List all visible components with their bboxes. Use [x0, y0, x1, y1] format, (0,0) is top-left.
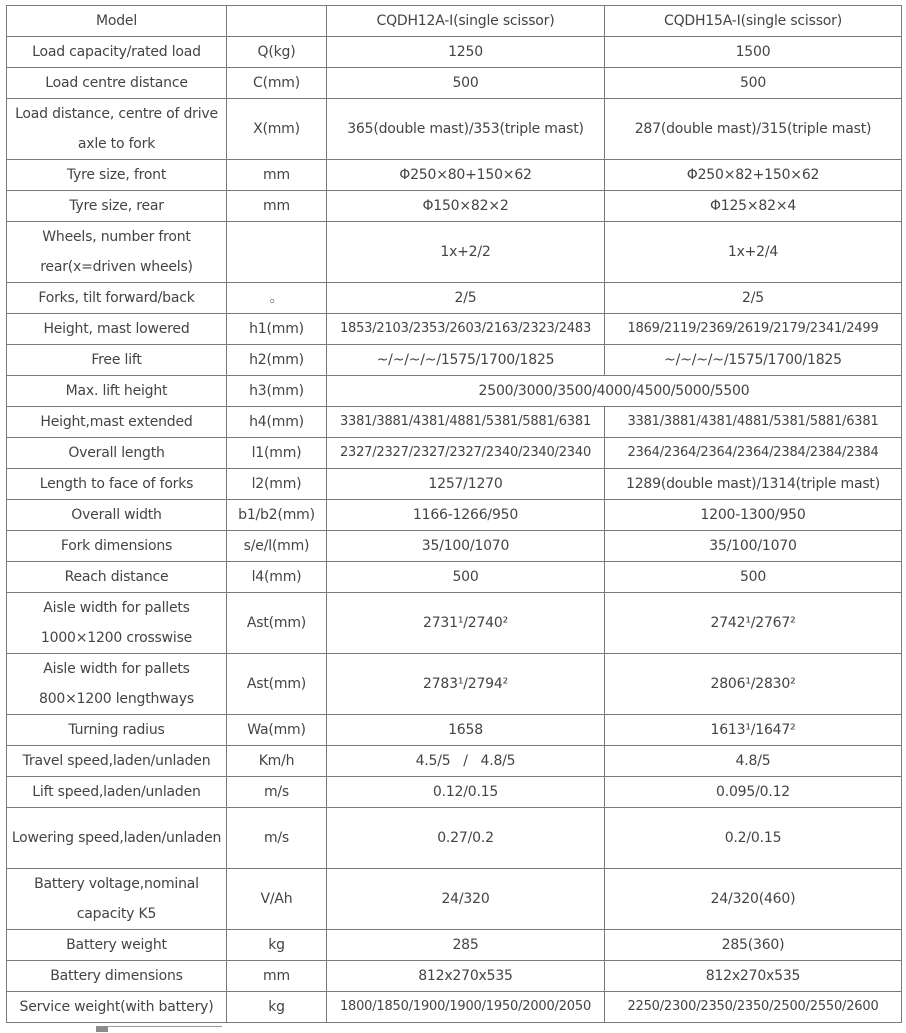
spec-label: Aisle width for pallets 1000×1200 crosswise [7, 593, 227, 654]
spec-label: Free lift [7, 345, 227, 376]
spec-label: Turning radius [7, 715, 227, 746]
spec-value-1: 1257/1270 [327, 469, 605, 500]
spec-unit: Km/h [227, 746, 327, 777]
spec-value-2: 2806¹/2830² [605, 654, 902, 715]
spec-label: Load capacity/rated load [7, 37, 227, 68]
spec-label: Length to face of forks [7, 469, 227, 500]
spec-unit: 。 [227, 283, 327, 314]
spec-value-2: 4.8/5 [605, 746, 902, 777]
spec-value-1: 35/100/1070 [327, 531, 605, 562]
spec-value-1: 4.5/5 / 4.8/5 [327, 746, 605, 777]
spec-unit: h2(mm) [227, 345, 327, 376]
spec-table [6, 5, 902, 1023]
logo-icon [96, 1026, 108, 1032]
table-row [7, 930, 902, 961]
spec-label: Height, mast lowered [7, 314, 227, 345]
spec-unit: Q(kg) [227, 37, 327, 68]
spec-label: Forks, tilt forward/back [7, 283, 227, 314]
table-row [7, 191, 902, 222]
spec-value-2: 2742¹/2767² [605, 593, 902, 654]
spec-unit: l1(mm) [227, 438, 327, 469]
table-row [7, 715, 902, 746]
spec-value-2: 2364/2364/2364/2364/2384/2384/2384 [605, 438, 902, 469]
spec-unit: kg [227, 930, 327, 961]
table-row [7, 222, 902, 283]
spec-value-2: 812x270x535 [605, 961, 902, 992]
spec-label: Battery weight [7, 930, 227, 961]
spec-value-2: Φ125×82×4 [605, 191, 902, 222]
spec-label: Overall length [7, 438, 227, 469]
table-row [7, 869, 902, 930]
spec-label: Load centre distance [7, 68, 227, 99]
spec-unit: X(mm) [227, 99, 327, 160]
table-row [7, 808, 902, 869]
spec-value-1: 1800/1850/1900/1900/1950/2000/2050 [327, 992, 605, 1023]
table-row [7, 68, 902, 99]
spec-value-1: 1853/2103/2353/2603/2163/2323/2483 [327, 314, 605, 345]
header-row [7, 6, 902, 37]
spec-unit: Wa(mm) [227, 715, 327, 746]
spec-label: Max. lift height [7, 376, 227, 407]
table-row [7, 500, 902, 531]
spec-value-2: 1869/2119/2369/2619/2179/2341/2499 [605, 314, 902, 345]
spec-unit: mm [227, 160, 327, 191]
spec-unit: mm [227, 961, 327, 992]
spec-label: Aisle width for pallets 800×1200 lengthways [7, 654, 227, 715]
spec-unit: Ast(mm) [227, 654, 327, 715]
spec-value-2: 24/320(460) [605, 869, 902, 930]
table-row [7, 746, 902, 777]
image-fragment [96, 1026, 222, 1033]
header-model-1: CQDH12A-I(single scissor) [327, 6, 605, 37]
header-model-2: CQDH15A-I(single scissor) [605, 6, 902, 37]
spec-value-1: 365(double mast)/353(triple mast) [327, 99, 605, 160]
spec-unit: kg [227, 992, 327, 1023]
spec-label: Reach distance [7, 562, 227, 593]
spec-value-2: ~/~/~/~/1575/1700/1825 [605, 345, 902, 376]
spec-value-1: 2327/2327/2327/2327/2340/2340/2340 [327, 438, 605, 469]
spec-value-2: 500 [605, 68, 902, 99]
spec-value-1: 500 [327, 562, 605, 593]
spec-label: Travel speed,laden/unladen [7, 746, 227, 777]
spec-value-1: 1250 [327, 37, 605, 68]
spec-label: Battery voltage,nominal capacity K5 [7, 869, 227, 930]
spec-value-2: 2/5 [605, 283, 902, 314]
spec-label: Tyre size, rear [7, 191, 227, 222]
spec-value-1: 1658 [327, 715, 605, 746]
spec-value-2: 285(360) [605, 930, 902, 961]
spec-label: Battery dimensions [7, 961, 227, 992]
spec-value-1: 2731¹/2740² [327, 593, 605, 654]
spec-unit: s/e/l(mm) [227, 531, 327, 562]
spec-unit: h1(mm) [227, 314, 327, 345]
spec-value-2: 3381/3881/4381/4881/5381/5881/6381 [605, 407, 902, 438]
spec-unit: Ast(mm) [227, 593, 327, 654]
spec-value-1: Φ250×80+150×62 [327, 160, 605, 191]
spec-value-2: 35/100/1070 [605, 531, 902, 562]
spec-unit: b1/b2(mm) [227, 500, 327, 531]
table-row [7, 777, 902, 808]
spec-value-2: 500 [605, 562, 902, 593]
spec-value-1: 3381/3881/4381/4881/5381/5881/6381 [327, 407, 605, 438]
table-row [7, 345, 902, 376]
spec-unit: l2(mm) [227, 469, 327, 500]
spec-value-2: 2250/2300/2350/2350/2500/2550/2600 [605, 992, 902, 1023]
table-row [7, 160, 902, 191]
spec-value-1: 285 [327, 930, 605, 961]
table-row [7, 438, 902, 469]
spec-unit: V/Ah [227, 869, 327, 930]
table-row [7, 376, 902, 407]
table-row [7, 961, 902, 992]
table-row [7, 593, 902, 654]
spec-value-1: 24/320 [327, 869, 605, 930]
table-row [7, 37, 902, 68]
spec-label: Lift speed,laden/unladen [7, 777, 227, 808]
spec-label: Height,mast extended [7, 407, 227, 438]
spec-value-merged: 2500/3000/3500/4000/4500/5000/5500 [327, 376, 902, 407]
spec-value-2: 287(double mast)/315(triple mast) [605, 99, 902, 160]
spec-label: Tyre size, front [7, 160, 227, 191]
spec-label: Lowering speed,laden/unladen [7, 808, 227, 869]
spec-value-1: 1166-1266/950 [327, 500, 605, 531]
spec-unit: C(mm) [227, 68, 327, 99]
spec-value-2: 1613¹/1647² [605, 715, 902, 746]
spec-value-1: ~/~/~/~/1575/1700/1825 [327, 345, 605, 376]
spec-value-2: 1x+2/4 [605, 222, 902, 283]
table-row [7, 531, 902, 562]
spec-unit: h4(mm) [227, 407, 327, 438]
spec-unit [227, 222, 327, 283]
table-row [7, 314, 902, 345]
spec-value-1: 812x270x535 [327, 961, 605, 992]
spec-value-2: Φ250×82+150×62 [605, 160, 902, 191]
table-row [7, 407, 902, 438]
spec-unit: m/s [227, 808, 327, 869]
spec-label: Fork dimensions [7, 531, 227, 562]
spec-label: Service weight(with battery) [7, 992, 227, 1023]
spec-value-1: 500 [327, 68, 605, 99]
spec-value-1: 2/5 [327, 283, 605, 314]
header-unit [227, 6, 327, 37]
spec-value-2: 0.2/0.15 [605, 808, 902, 869]
table-row [7, 992, 902, 1023]
spec-unit: h3(mm) [227, 376, 327, 407]
spec-value-2: 1500 [605, 37, 902, 68]
table-row [7, 654, 902, 715]
spec-unit: m/s [227, 777, 327, 808]
spec-value-2: 0.095/0.12 [605, 777, 902, 808]
table-row [7, 283, 902, 314]
table-row [7, 99, 902, 160]
spec-unit: mm [227, 191, 327, 222]
spec-value-1: Φ150×82×2 [327, 191, 605, 222]
spec-label: Wheels, number front rear(x=driven wheels) [7, 222, 227, 283]
header-model: Model [7, 6, 227, 37]
spec-value-2: 1289(double mast)/1314(triple mast) [605, 469, 902, 500]
spec-label: Overall width [7, 500, 227, 531]
spec-label: Load distance, centre of drive axle to fork [7, 99, 227, 160]
spec-value-1: 0.27/0.2 [327, 808, 605, 869]
spec-value-2: 1200-1300/950 [605, 500, 902, 531]
table-row [7, 469, 902, 500]
spec-value-1: 0.12/0.15 [327, 777, 605, 808]
table-row [7, 562, 902, 593]
spec-unit: l4(mm) [227, 562, 327, 593]
spec-value-1: 1x+2/2 [327, 222, 605, 283]
spec-value-1: 2783¹/2794² [327, 654, 605, 715]
